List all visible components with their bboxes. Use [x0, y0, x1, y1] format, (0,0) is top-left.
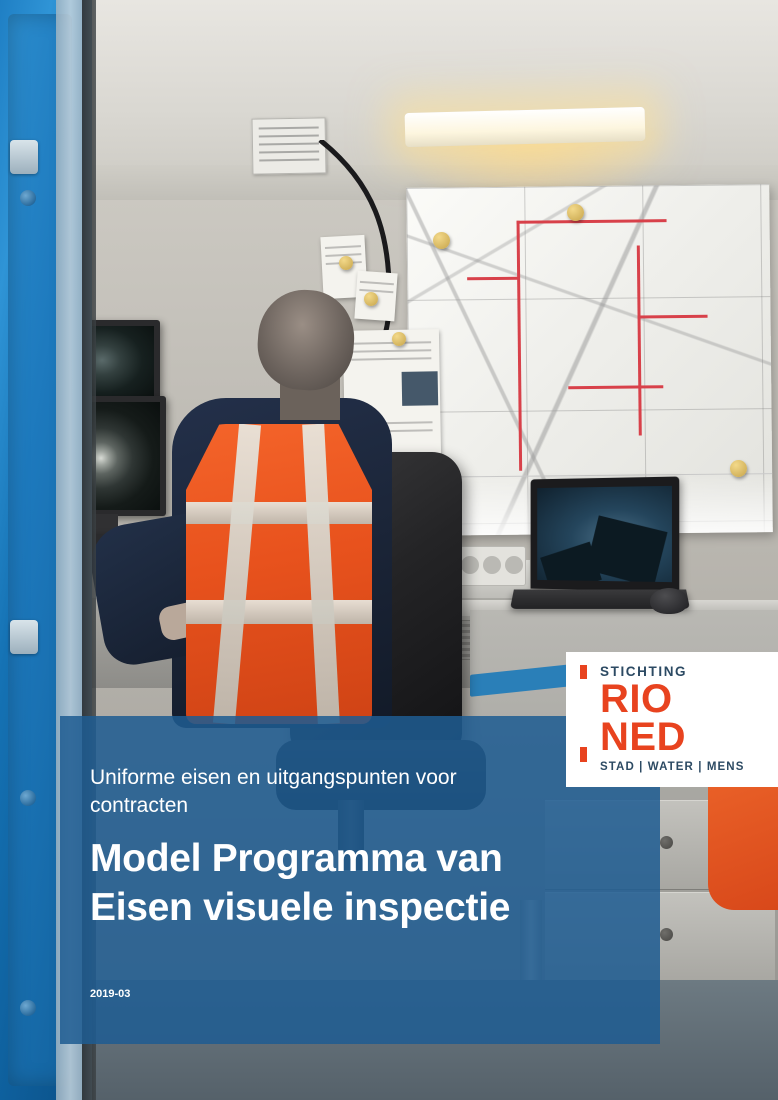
- logo-tagline-text: STAD | WATER | MENS: [600, 761, 745, 773]
- logo-accent-bar-bottom: [580, 747, 587, 762]
- logo-ned-text: NED: [600, 715, 686, 759]
- document-date: 2019-03: [90, 988, 131, 1000]
- map-pin-icon: [567, 204, 584, 221]
- page-title: [90, 834, 630, 932]
- stichting-rioned-logo: [566, 652, 778, 787]
- laptop-screen: [531, 476, 680, 591]
- power-socket: [452, 546, 526, 586]
- map-pin-icon: [433, 232, 450, 249]
- page-title-line-1: Model Programma van: [90, 837, 503, 880]
- cover-kicker: Uniforme eisen en uitgangspunten voor contracten: [90, 766, 457, 817]
- ceiling-light-icon: [405, 107, 646, 147]
- logo-rio-text: RIO: [600, 677, 673, 721]
- map-pin-icon: [730, 460, 747, 477]
- computer-mouse: [650, 588, 688, 614]
- page-title-line-2: Eisen visuele inspectie: [90, 886, 511, 929]
- safety-vest: [186, 424, 372, 724]
- map-pin-icon: [364, 292, 378, 306]
- logo-accent-bar-top: [580, 665, 587, 679]
- map-pin-icon: [392, 332, 406, 346]
- logo-stichting-text: STICHTING: [600, 664, 688, 679]
- map-pin-icon: [339, 256, 353, 270]
